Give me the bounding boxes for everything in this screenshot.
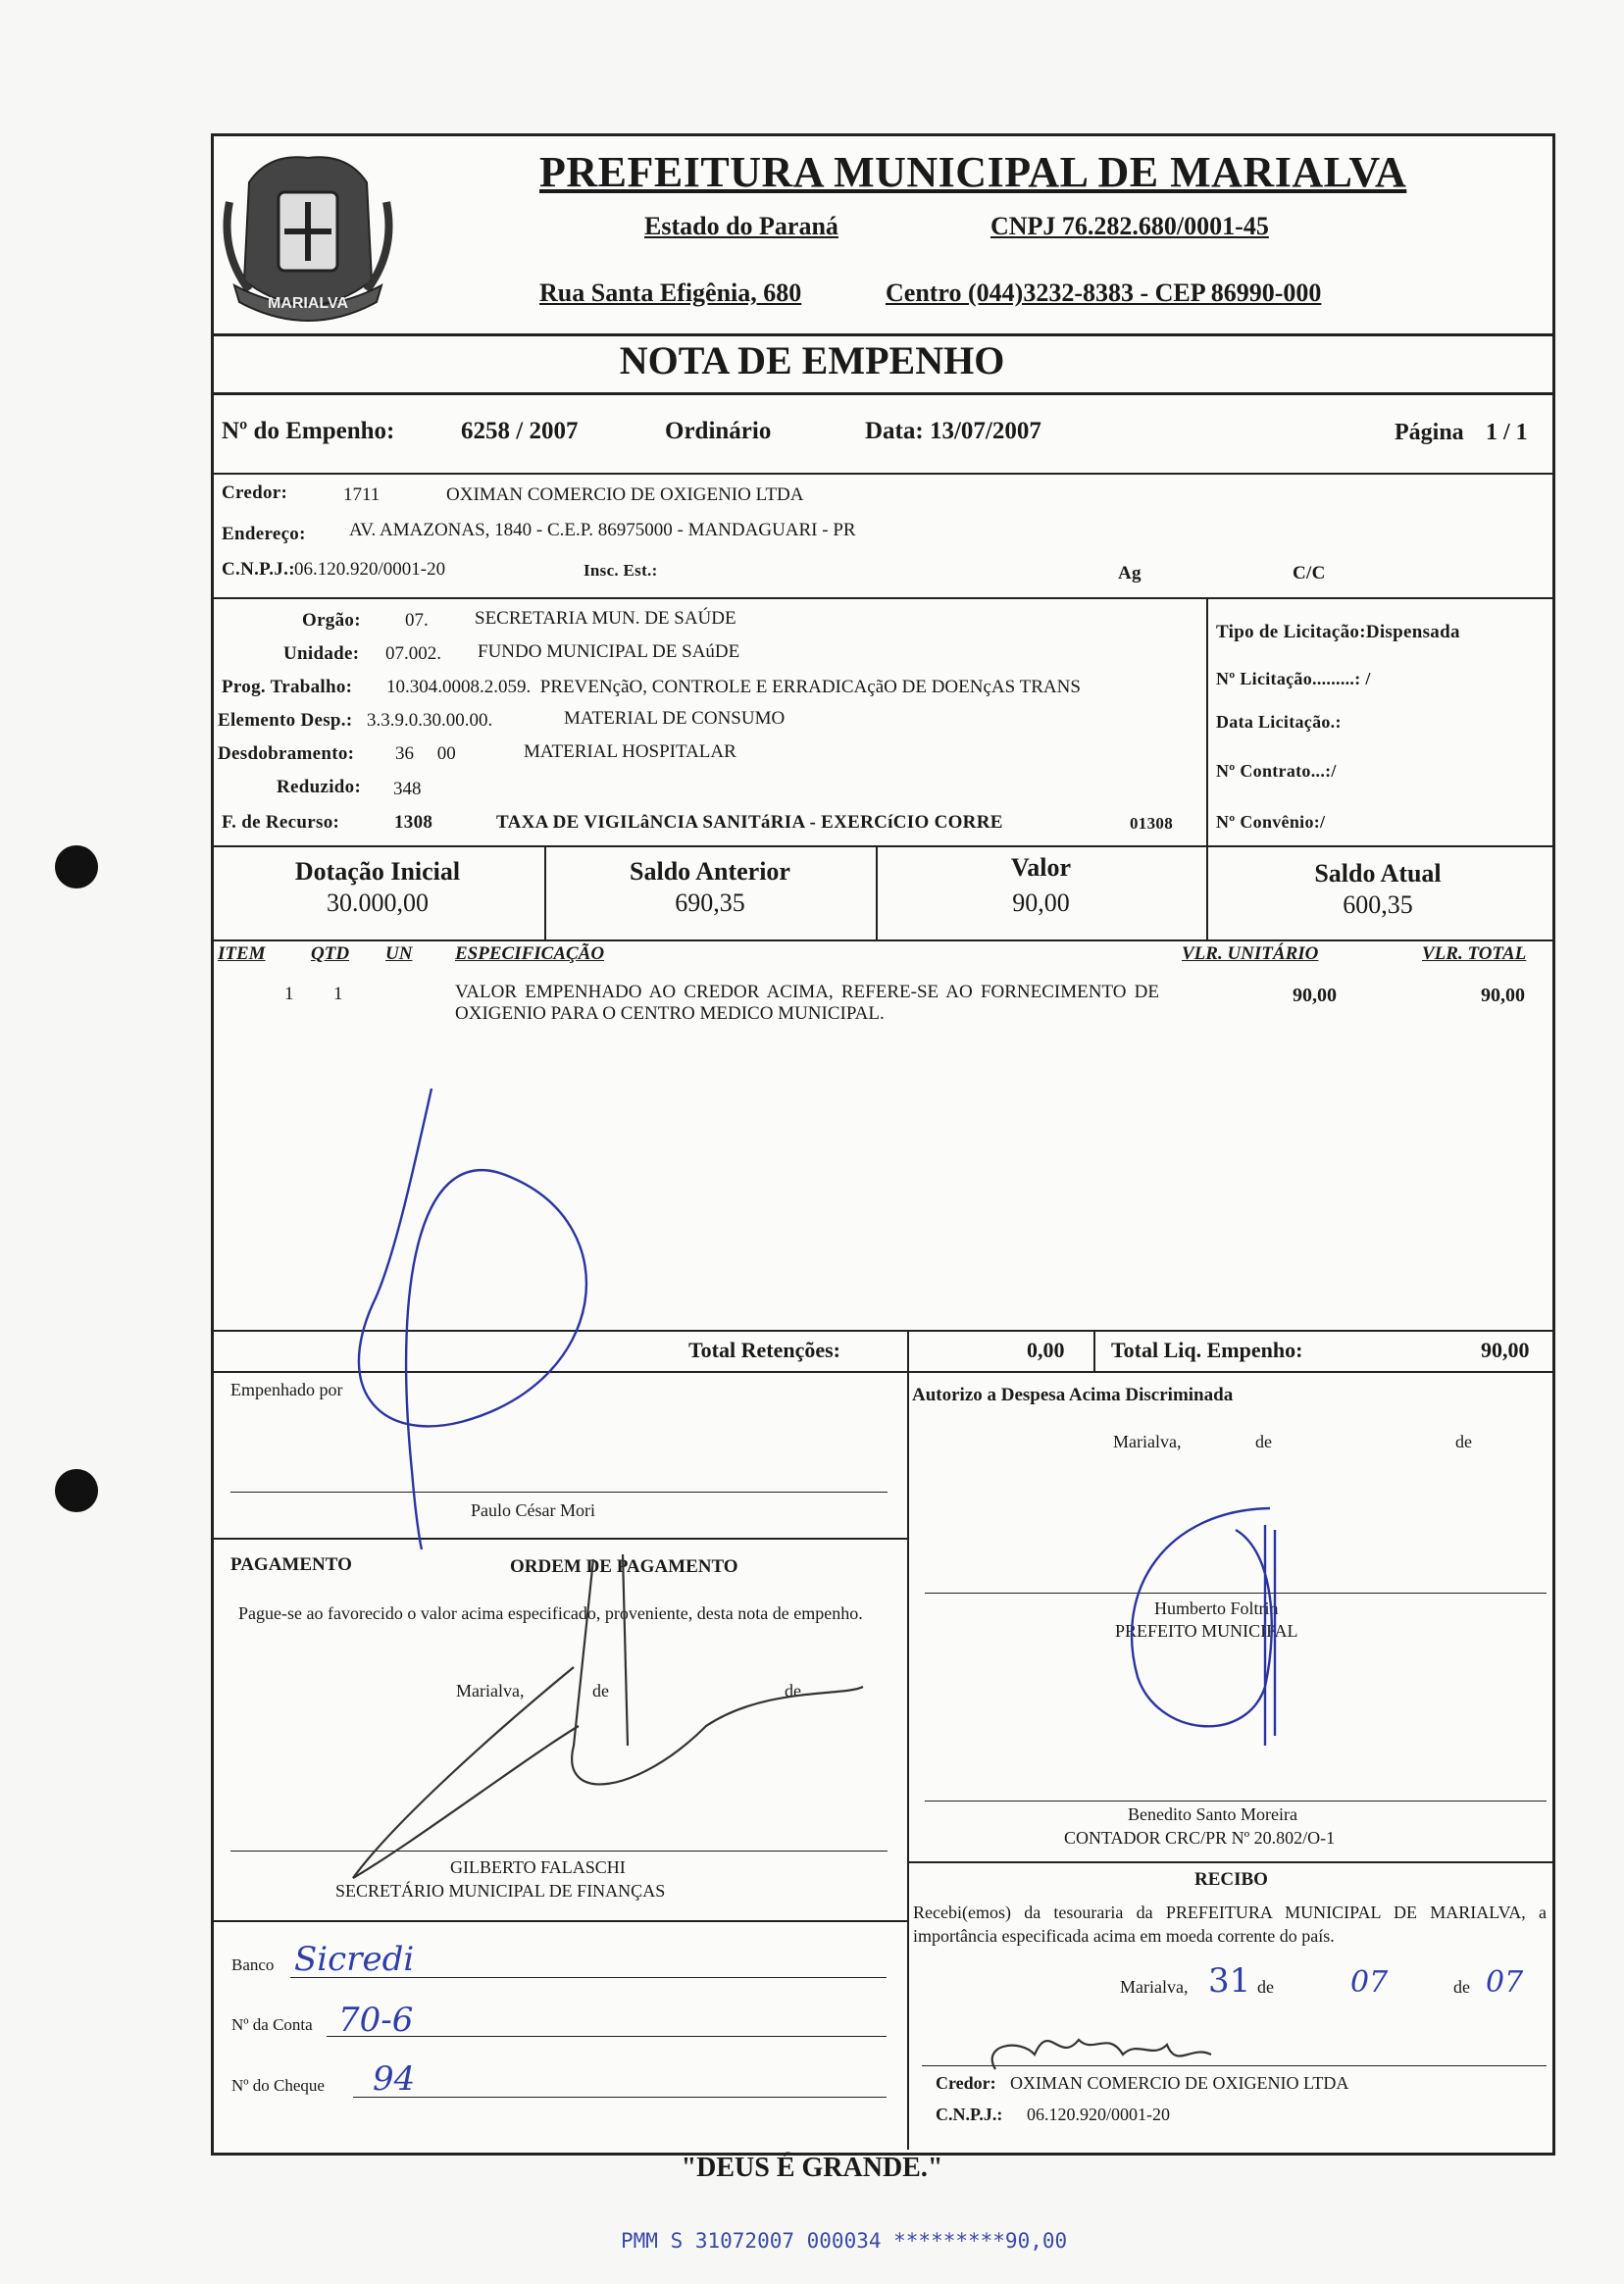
recibo-month[interactable]: 07 [1350, 1965, 1389, 2000]
cnpj-label: C.N.P.J.: [222, 559, 295, 580]
saldo-anterior-value: 690,35 [675, 888, 745, 917]
banco-value[interactable]: Sicredi [294, 1940, 415, 1979]
col-header-qtd: QTD [311, 943, 350, 964]
pagamento-label: PAGAMENTO [230, 1554, 352, 1575]
ag-label: Ag [1118, 563, 1142, 584]
autorizo-label: Autorizo a Despesa Acima Discriminada [912, 1385, 1234, 1405]
conta-value[interactable]: 70-6 [338, 2001, 414, 2040]
conta-label: Nº da Conta [231, 2015, 313, 2034]
reduzido-value: 348 [393, 779, 422, 799]
licitacao-tipo: Tipo de Licitação:Dispensada [1216, 622, 1460, 642]
recibo-title: RECIBO [1194, 1869, 1268, 1890]
elemento-label: Elemento Desp.: [218, 710, 353, 731]
endereco-value: AV. AMAZONAS, 1840 - C.E.P. 86975000 - MANDAGUARI - PR [349, 520, 856, 540]
pagamento-place: Marialva, [456, 1681, 525, 1700]
recibo-place: Marialva, [1120, 1977, 1189, 1997]
item-spec: VALOR EMPENHADO AO CREDOR ACIMA, REFERE-SE AO FORNECIMENTO DE OXIGENIO PARA O CENTRO MEDICO MUNICIPAL. [455, 982, 1159, 1024]
contrato: Nº Contrato...:/ [1216, 761, 1337, 781]
autorizo-de1: de [1255, 1432, 1272, 1451]
recibo-credor-value: OXIMAN COMERCIO DE OXIGENIO LTDA [1010, 2073, 1349, 2093]
valor-value: 90,00 [1012, 888, 1070, 917]
signature-empenhado [359, 1089, 586, 1549]
pagamento-text: Pague-se ao favorecido o valor acima especificado, proveniente, desta nota de empenho. [238, 1603, 863, 1623]
dotacao-value: 30.000,00 [327, 888, 429, 917]
signature-recibo [992, 2040, 1211, 2069]
autorizo-de2: de [1455, 1432, 1472, 1451]
orgao-label: Orgão: [302, 610, 361, 631]
unidade-code: 07.002. [385, 643, 441, 664]
prog-value: 10.304.0008.2.059. PREVENçãO, CONTROLE E ERRADICAçãO DE DOENçAS TRANS [386, 677, 1081, 697]
ordem-pagamento: ORDEM DE PAGAMENTO [510, 1556, 738, 1577]
page-number-label: Página [1395, 420, 1464, 445]
accountant-title: CONTADOR CRC/PR Nº 20.802/O-1 [1064, 1828, 1336, 1848]
orgao-code: 07. [405, 610, 429, 631]
dotacao-label: Dotação Inicial [294, 857, 461, 886]
saldo-anterior-label: Saldo Anterior [630, 857, 790, 886]
desdobramento-name: MATERIAL HOSPITALAR [524, 741, 736, 762]
retencoes-value: 0,00 [1027, 1338, 1065, 1362]
recibo-de1: de [1257, 1977, 1274, 1997]
recibo-de2: de [1453, 1977, 1470, 1997]
machine-stamp: PMM S 31072007 000034 *********90,00 [621, 2229, 1068, 2253]
credor-label: Credor: [222, 482, 288, 503]
cnpj-header: CNPJ 76.282.680/0001-45 [990, 212, 1269, 240]
banco-label: Banco [231, 1955, 275, 1974]
mayor-name: Humberto Foltrin [1154, 1599, 1279, 1618]
convenio: Nº Convênio:/ [1216, 812, 1326, 832]
recurso-label: F. de Recurso: [222, 812, 340, 833]
page-title: PREFEITURA MUNICIPAL DE MARIALVA [539, 148, 1407, 196]
desdobramento-label: Desdobramento: [218, 743, 355, 764]
page-number-value: 1 / 1 [1486, 420, 1528, 445]
recibo-cnpj-value: 06.120.920/0001-20 [1027, 2105, 1170, 2124]
licitacao-numero: Nº Licitação.........: / [1216, 669, 1371, 688]
recibo-year[interactable]: 07 [1486, 1965, 1524, 2000]
empenhado-name: Paulo César Mori [471, 1500, 595, 1520]
unidade-name: FUNDO MUNICIPAL DE SAúDE [478, 641, 740, 662]
recibo-credor-label: Credor: [936, 2073, 996, 2093]
credor-name: OXIMAN COMERCIO DE OXIGENIO LTDA [446, 484, 804, 505]
recurso-number: 01308 [1130, 814, 1173, 833]
recibo-cnpj-label: C.N.P.J.: [936, 2105, 1003, 2124]
elemento-value: 3.3.9.0.30.00.00. [367, 710, 493, 731]
empenho-number: 6258 / 2007 [461, 418, 579, 444]
credor-code: 1711 [343, 484, 381, 505]
pagamento-de2: de [785, 1681, 801, 1700]
item-total-value: 90,00 [1481, 985, 1525, 1006]
cheque-value[interactable]: 94 [373, 2059, 416, 2099]
recurso-name: TAXA DE VIGILâNCIA SANITáRIA - EXERCíCIO CORRE [496, 812, 1003, 833]
unidade-label: Unidade: [283, 643, 360, 664]
motto: "DEUS É GRANDE." [681, 2153, 943, 2183]
secretary-title: SECRETÁRIO MUNICIPAL DE FINANÇAS [335, 1881, 666, 1901]
reduzido-label: Reduzido: [277, 777, 362, 797]
cheque-label: Nº do Cheque [231, 2076, 325, 2095]
recibo-day[interactable]: 31 [1208, 1961, 1251, 2001]
signature-mayor [1132, 1508, 1275, 1746]
col-header-total-value: VLR. TOTAL [1422, 943, 1527, 964]
orgao-name: SECRETARIA MUN. DE SAÚDE [475, 608, 736, 629]
recibo-text: Recebi(emos) da tesouraria da PREFEITURA MUNICIPAL DE MARIALVA, a importância especificada acima em moeda corrente do país. [913, 1903, 1547, 1946]
liq-empenho-label: Total Liq. Empenho: [1111, 1338, 1303, 1362]
col-header-spec: ESPECIFICAÇÃO [455, 943, 605, 964]
elemento-name: MATERIAL DE CONSUMO [564, 708, 786, 729]
empenho-date: Data: 13/07/2007 [865, 418, 1041, 444]
licitacao-data: Data Licitação.: [1216, 712, 1342, 732]
empenho-label: Nº do Empenho: [222, 418, 395, 444]
item-qtd: 1 [333, 984, 343, 1004]
item-unit-value: 90,00 [1293, 985, 1337, 1006]
desdobramento-value: 36 00 [395, 743, 456, 764]
mayor-title: PREFEITO MUNICIPAL [1115, 1621, 1298, 1641]
pagamento-de1: de [592, 1681, 609, 1700]
address-contact: Centro (044)3232-8383 - CEP 86990-000 [886, 279, 1322, 307]
item-number: 1 [284, 984, 294, 1004]
state-label: Estado do Paraná [644, 212, 838, 240]
autorizo-place: Marialva, [1113, 1432, 1182, 1451]
liq-empenho-value: 90,00 [1481, 1338, 1530, 1362]
valor-label: Valor [1010, 853, 1072, 882]
col-header-item: ITEM [218, 943, 266, 964]
retencoes-label: Total Retenções: [688, 1338, 840, 1362]
cc-label: C/C [1293, 563, 1326, 584]
prog-label: Prog. Trabalho: [222, 677, 353, 697]
recurso-code: 1308 [394, 812, 433, 833]
insc-est-label: Insc. Est.: [584, 561, 658, 580]
secretary-name: GILBERTO FALASCHI [450, 1857, 626, 1877]
endereco-label: Endereço: [222, 524, 306, 544]
svg-text:MARIALVA: MARIALVA [267, 295, 349, 312]
col-header-un: UN [385, 943, 413, 964]
saldo-atual-label: Saldo Atual [1314, 859, 1442, 888]
cnpj-value: 06.120.920/0001-20 [294, 559, 446, 580]
accountant-name: Benedito Santo Moreira [1128, 1804, 1297, 1824]
document-title: NOTA DE EMPENHO [619, 338, 1005, 382]
empenhado-label: Empenhado por [230, 1380, 343, 1399]
empenho-type: Ordinário [665, 418, 772, 444]
signature-secretary [353, 1554, 863, 1878]
saldo-atual-value: 600,35 [1343, 890, 1413, 919]
col-header-unit-value: VLR. UNITÁRIO [1182, 943, 1319, 964]
address-street: Rua Santa Efigênia, 680 [539, 279, 802, 307]
